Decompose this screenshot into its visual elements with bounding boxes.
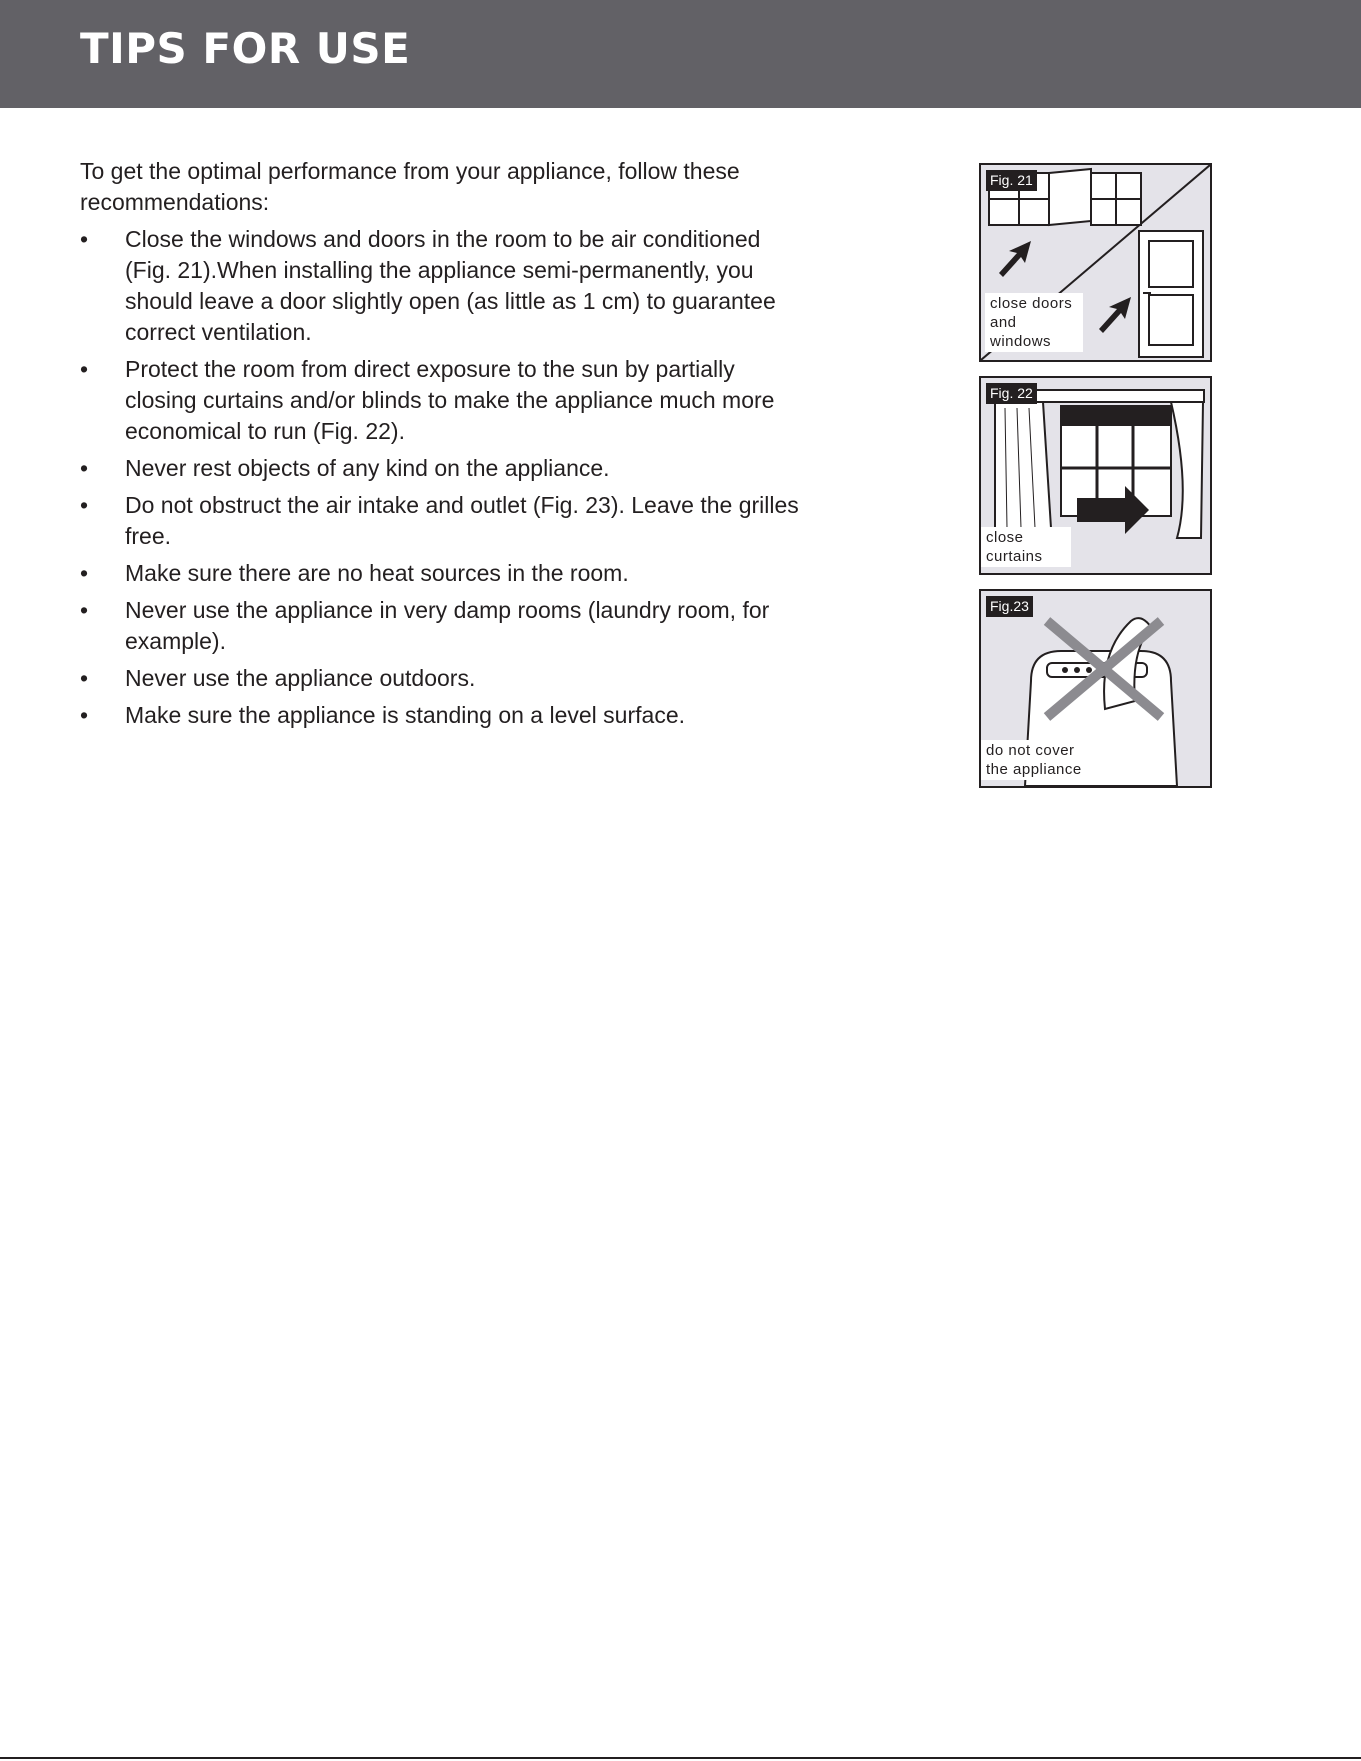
bullet: • xyxy=(80,455,89,481)
header-band xyxy=(0,0,1361,108)
list-item xyxy=(80,354,800,447)
tip-text: Protect the room from direct exposure to the sun by partially closing curtains and/or blinds to make the appliance much more economical to run (Fig. 22). xyxy=(125,356,775,444)
figures-column xyxy=(979,163,1212,802)
intro-text: To get the optimal performance from your appliance, follow these recommendations: xyxy=(80,158,740,215)
list-item xyxy=(80,663,800,694)
page-title: TIPS FOR USE xyxy=(80,24,411,73)
tip-text: Never use the appliance in very damp rooms (laundry room, for example). xyxy=(125,597,770,654)
tips-list xyxy=(80,224,800,731)
figure-caption: close doors and windows xyxy=(985,293,1083,352)
tip-text: Make sure there are no heat sources in the room. xyxy=(125,560,629,586)
tip-text: Never use the appliance outdoors. xyxy=(125,665,476,691)
bullet: • xyxy=(80,560,89,586)
figure-label: Fig.23 xyxy=(986,596,1033,617)
figure-label: Fig. 21 xyxy=(986,170,1037,191)
footer-rule xyxy=(0,1757,1361,1759)
figure-22 xyxy=(979,376,1212,575)
figure-caption: do not cover the appliance xyxy=(981,740,1095,780)
figure-caption: close curtains xyxy=(981,527,1071,567)
list-item xyxy=(80,700,800,731)
figure-23 xyxy=(979,589,1212,788)
list-item xyxy=(80,453,800,484)
bullet: • xyxy=(80,702,89,728)
figure-label: Fig. 22 xyxy=(986,383,1037,404)
tip-text: Make sure the appliance is standing on a level surface. xyxy=(125,702,685,728)
bullet: • xyxy=(80,665,89,691)
bullet: • xyxy=(80,492,89,518)
content xyxy=(80,156,800,737)
list-item xyxy=(80,224,800,348)
bullet: • xyxy=(80,356,89,382)
list-item xyxy=(80,490,800,552)
list-item xyxy=(80,595,800,657)
tip-text: Do not obstruct the air intake and outlet (Fig. 23). Leave the grilles free. xyxy=(125,492,799,549)
bullet: • xyxy=(80,597,89,623)
tip-text: Never rest objects of any kind on the appliance. xyxy=(125,455,610,481)
tip-text: Close the windows and doors in the room to be air conditioned (Fig. 21).When installing the appliance semi-permanently, you should leave a door slightly open (as little as 1 cm) to guarantee correct ventilation. xyxy=(125,226,776,345)
bullet: • xyxy=(80,226,89,252)
figure-21 xyxy=(979,163,1212,362)
list-item xyxy=(80,558,800,589)
